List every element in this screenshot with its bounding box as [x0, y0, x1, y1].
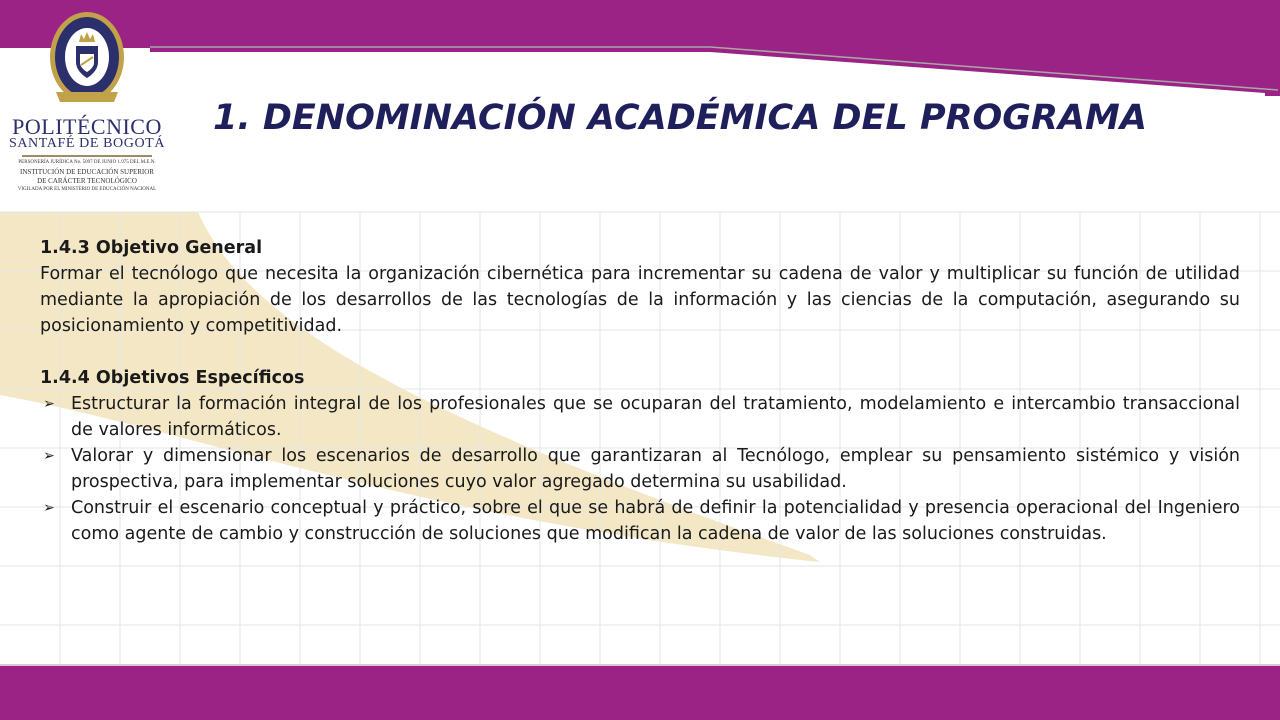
general-objective-text: Formar el tecnólogo que necesita la organización cibernética para incrementar su cadena de valor y multiplicar su función de utilidad mediante la apropiación de los desarrollos de las tecnologías de la información y las ciencias de la computación, asegurando su posicionamiento y competitividad.	[40, 264, 1240, 336]
specific-objectives-list	[40, 391, 1240, 547]
logo-oversight-line: VIGILADA POR EL MINISTERIO DE EDUCACIÓN NACIONAL	[17, 187, 157, 192]
arrow-bullet-icon: ➢	[43, 448, 55, 464]
logo-name: POLITÉCNICO	[12, 114, 162, 139]
slide-title: 1. DENOMINACIÓN ACADÉMICA DEL PROGRAMA	[213, 98, 1147, 138]
logo-subname: SANTAFÉ DE BOGOTÁ	[8, 136, 166, 151]
arrow-bullet-icon: ➢	[43, 396, 55, 412]
list-item	[40, 391, 1240, 443]
logo-divider	[22, 155, 152, 157]
logo-character-line: DE CARÁCTER TECNOLÓGICO	[37, 177, 137, 185]
bottom-band	[0, 665, 1280, 720]
list-item-text: Construir el escenario conceptual y práctico, sobre el que se habrá de definir la potencialidad y presencia operacional del Ingeniero como agente de cambio y construcción de soluciones que modifican la cadena de valor de las soluciones construidas.	[71, 498, 1240, 544]
general-objective-heading: 1.4.3 Objetivo General	[40, 238, 263, 258]
logo-legal-line: PERSONERÍA JURÍDICA No. 5097 DE JUNIO 1.975 DEL M.E.N.	[18, 160, 156, 165]
institution-logo	[8, 10, 166, 192]
slide-content	[40, 235, 1240, 547]
list-item-text: Estructurar la formación integral de los profesionales que se ocuparan del tratamiento, modelamiento e intercambio transaccional de valores informáticos.	[71, 394, 1240, 440]
specific-objectives-heading: 1.4.4 Objetivos Específicos	[40, 368, 305, 388]
list-item	[40, 495, 1240, 547]
list-item	[40, 443, 1240, 495]
logo-seal-icon	[48, 10, 126, 112]
arrow-bullet-icon: ➢	[43, 500, 55, 516]
spacer	[40, 339, 1240, 365]
logo-institution-line: INSTITUCIÓN DE EDUCACIÓN SUPERIOR	[20, 168, 154, 176]
list-item-text: Valorar y dimensionar los escenarios de desarrollo que garantizaran al Tecnólogo, emplear su pensamiento sistémico y visión prospectiva, para implementar soluciones cuyo valor agregado determina su usabilidad.	[71, 446, 1240, 492]
